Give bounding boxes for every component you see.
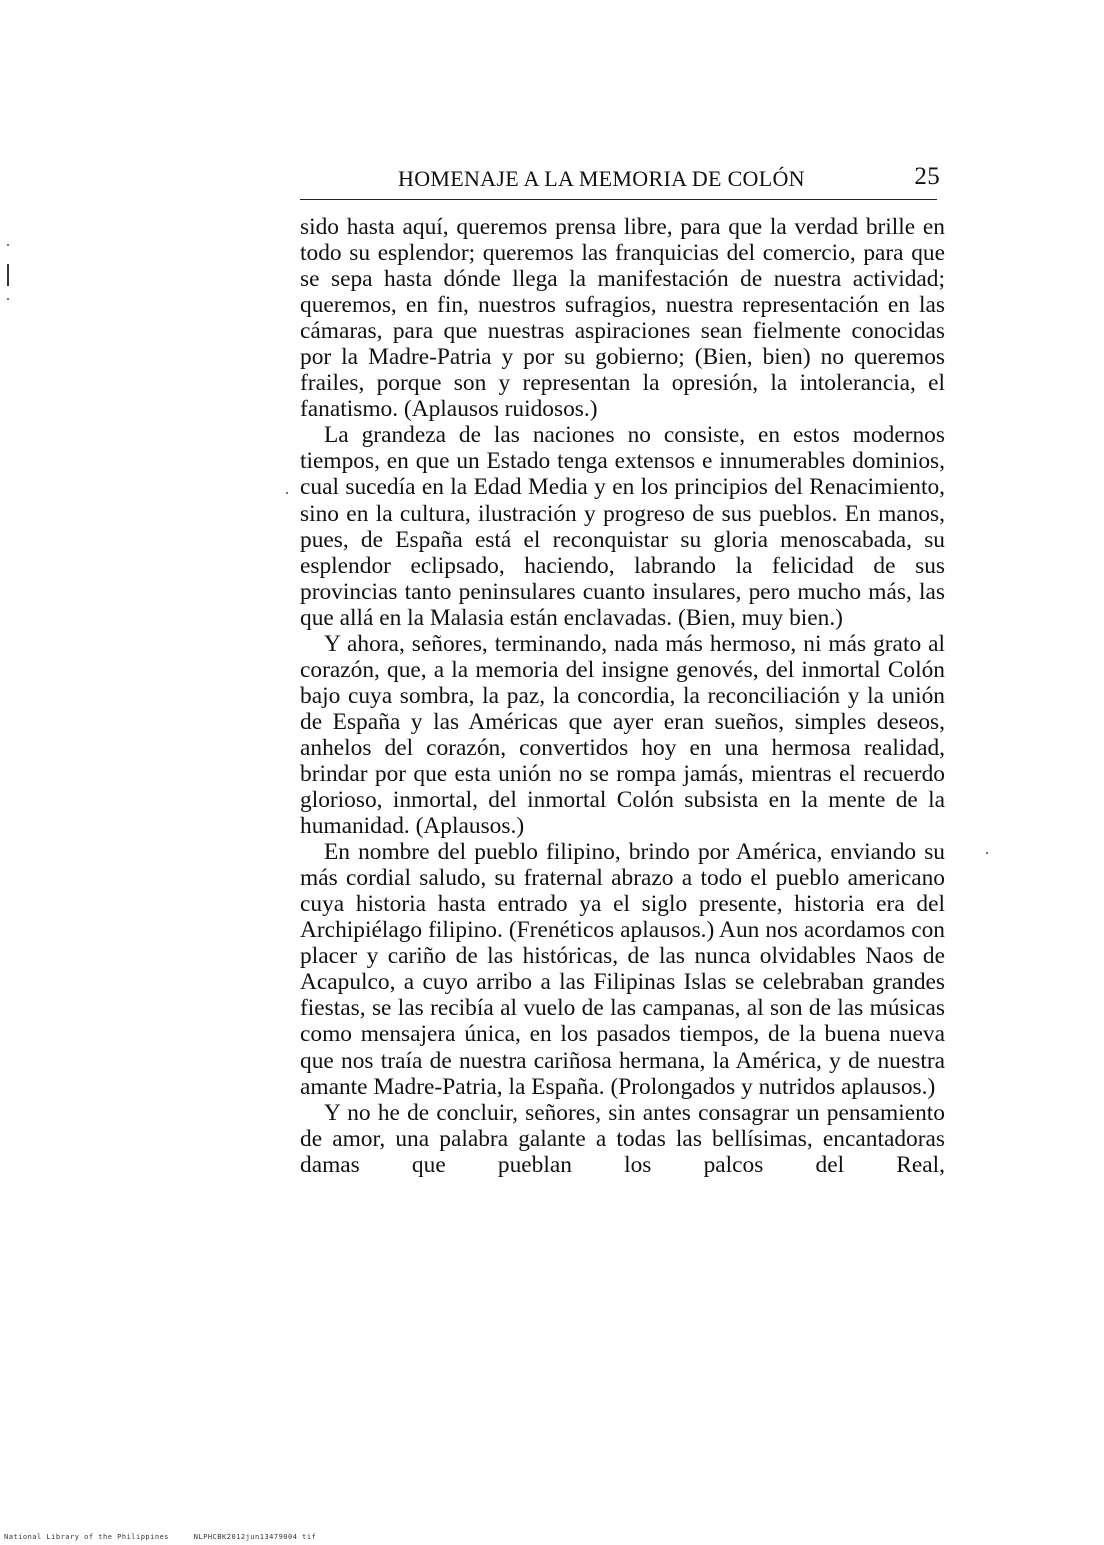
footer-file-id: NLPHCBK2012jun13479004 tif [193, 1533, 317, 1541]
paragraph-4: En nombre del pueblo filipino, brindo por América, enviando su más cordial saludo, su fraternal abrazo a todo el pueblo americano cuya historia hasta entrado ya el siglo presente, historia era del Archipiélago filipino. (Frenéticos aplausos.) Aun nos acordamos con placer y cariño de las históricas, de las nunca olvidables Naos de Acapulco, a cuyo arribo a las Filipinas Islas se celebraban grandes fiestas, se las recibía al vuelo de las campanas, al son de las músicas como mensajera única, en los pasados tiempos, de la buena nueva que nos traía de nuestra cariñosa hermana, la América, y de nuestra amante Madre-Patria, la España. (Prolongados y nutridos aplausos.) [300, 839, 945, 1100]
scan-dot [7, 298, 9, 300]
running-title: HOMENAJE A LA MEMORIA DE COLÓN [398, 166, 805, 191]
scan-dot [286, 492, 288, 494]
paragraph-5: Y no he de concluir, señores, sin antes consagrar un pensamiento de amor, una palabra galante a todas las bellísimas, encantadoras damas que pueblan los palcos del Real, [300, 1099, 945, 1178]
scan-dot [986, 852, 988, 854]
scan-dot [7, 244, 9, 246]
paragraph-1: sido hasta aquí, queremos prensa libre, para que la verdad brille en todo su esplendor; queremos las franquicias del comercio, para que se sepa hasta dónde llega la manifestación de nuestra actividad; queremos, en fin, nuestros sufragios, nuestra representación en las cámaras, para que nuestras aspiraciones sean fielmente conocidas por la Madre-Patria y por su gobierno; (Bien, bien) no queremos frailes, porque son y representan la opresión, la intolerancia, el fanatismo. (Aplausos ruidosos.) [300, 214, 945, 423]
scan-margin-marks [0, 0, 30, 1545]
scan-bar [7, 264, 9, 286]
page-number: 25 [914, 163, 940, 190]
header-rule [300, 199, 937, 200]
paragraph-3: Y ahora, señores, terminando, nada más hermoso, ni más grato al corazón, que, a la memoria del insigne genovés, del inmortal Colón bajo cuya sombra, la paz, la concordia, la reconciliación y la unión de España y las Américas que ayer eran sueños, simples deseos, anhelos del corazón, convertidos hoy en una hermosa realidad, brindar por que esta unión no se rompa jamás, mientras el recuerdo glorioso, inmortal, del inmortal Colón subsista en la mente de la humanidad. (Aplausos.) [300, 630, 945, 840]
body-text [300, 214, 945, 1178]
paragraph-2: La grandeza de las naciones no consiste, en estos modernos tiempos, en que un Estado tenga extensos e innumerables dominios, cual sucedía en la Edad Media y en los principios del Renacimiento, sino en la cultura, ilustración y progreso de sus pueblos. En manos, pues, de España está el reconquistar su gloria menoscabada, su esplendor eclipsado, haciendo, labrando la felicidad de sus provincias tanto peninsulares cuanto insulares, pero mucho más, las que allá en la Malasia están enclavadas. (Bien, muy bien.) [300, 422, 945, 631]
footer-library: National Library of the Philippines [4, 1533, 170, 1541]
scan-footer [4, 1533, 604, 1541]
